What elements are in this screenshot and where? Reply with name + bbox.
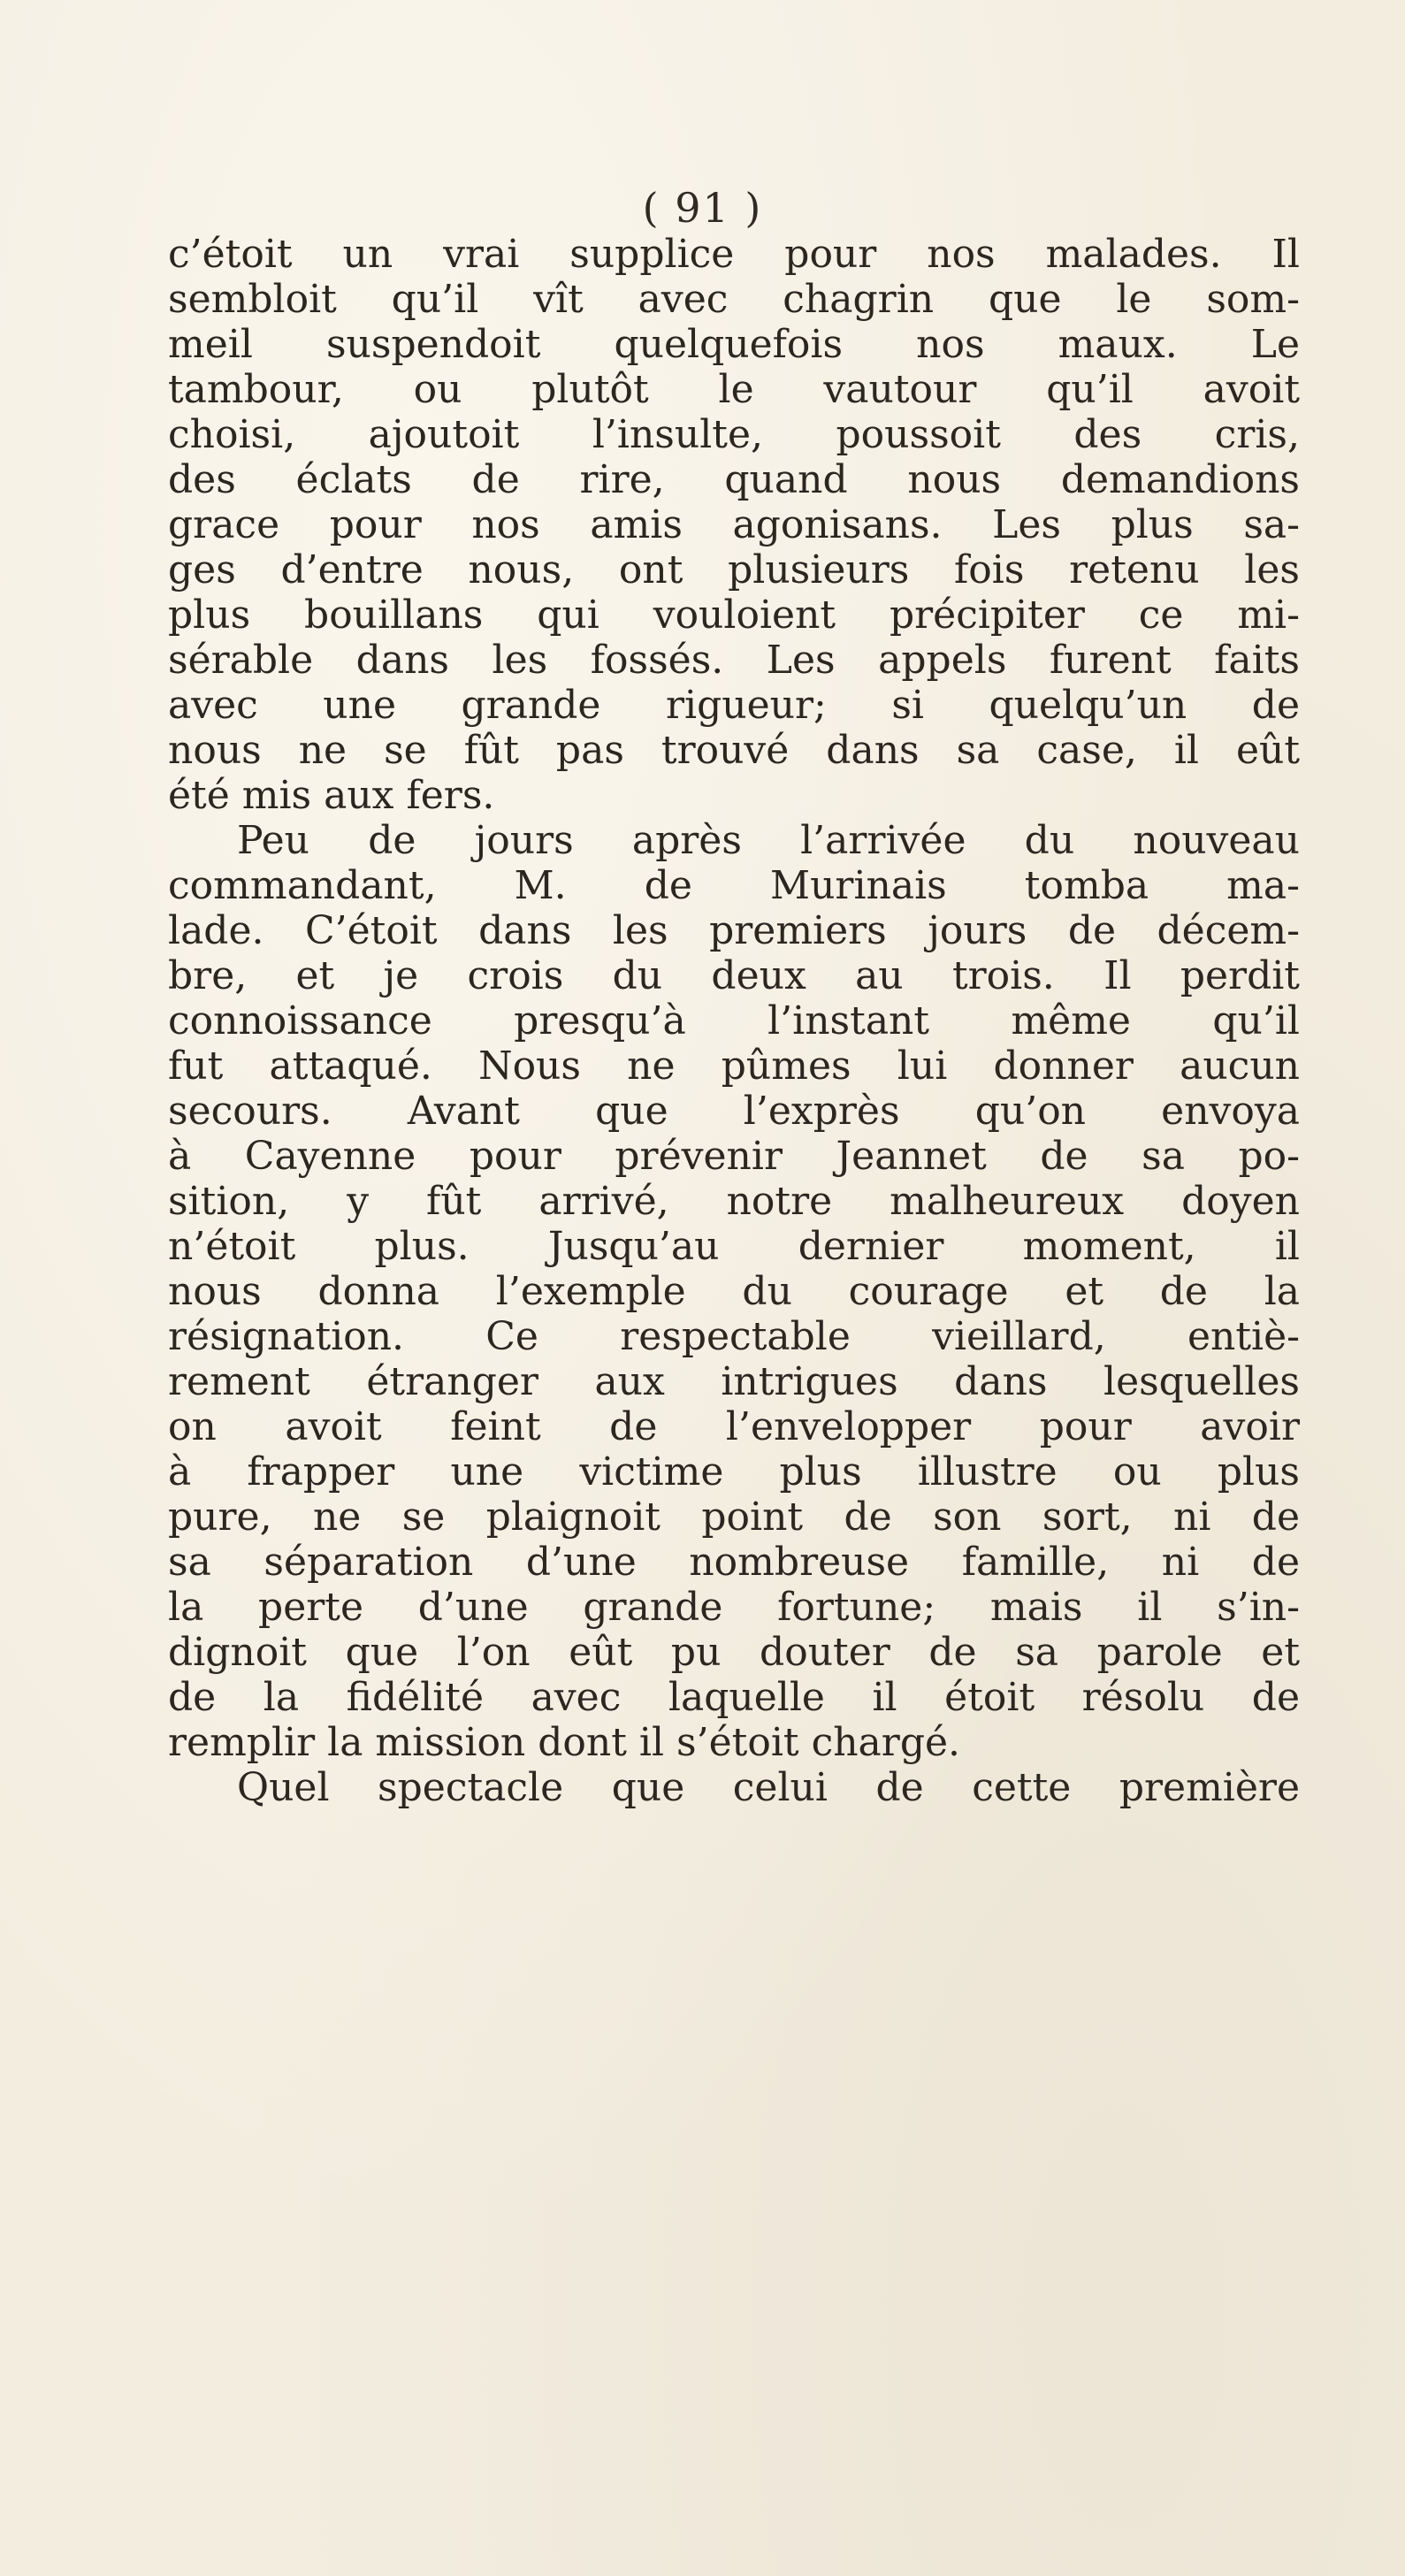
text-line: à Cayenne pour prévenir Jeannet de sa po- <box>168 1134 1300 1179</box>
text-line: grace pour nos amis agonisans. Les plus sa- <box>168 502 1300 547</box>
text-line: c’étoit un vrai supplice pour nos malades. Il <box>168 232 1300 277</box>
text-line: sembloit qu’il vît avec chagrin que le som- <box>168 277 1300 322</box>
text-line: fut attaqué. Nous ne pûmes lui donner aucun <box>168 1043 1300 1089</box>
text-line: connoissance presqu’à l’instant même qu’il <box>168 998 1300 1043</box>
text-line: de la fidélité avec laquelle il étoit résolu de <box>168 1675 1300 1720</box>
text-line: on avoit feint de l’envelopper pour avoir <box>168 1404 1300 1449</box>
text-line: meil suspendoit quelquefois nos maux. Le <box>168 322 1300 367</box>
page-number: ( 91 ) <box>642 184 763 232</box>
text-line: sa séparation d’une nombreuse famille, ni de <box>168 1540 1300 1585</box>
text-line: plus bouillans qui vouloient précipiter ce mi- <box>168 592 1300 638</box>
text-line: été mis aux fers. <box>168 773 495 818</box>
page-text <box>168 232 1300 1810</box>
text-line: des éclats de rire, quand nous demandions <box>168 457 1300 502</box>
text-line: rement étranger aux intrigues dans lesquelles <box>168 1359 1300 1404</box>
text-line: choisi, ajoutoit l’insulte, poussoit des cris, <box>168 412 1300 457</box>
text-line: tambour, ou plutôt le vautour qu’il avoit <box>168 367 1300 412</box>
text-line: n’étoit plus. Jusqu’au dernier moment, il <box>168 1224 1300 1269</box>
text-line: Quel spectacle que celui de cette première <box>237 1765 1300 1810</box>
text-line: pure, ne se plaignoit point de son sort, ni de <box>168 1494 1300 1540</box>
text-line: avec une grande rigueur; si quelqu’un de <box>168 683 1300 728</box>
text-line: bre, et je crois du deux au trois. Il perdit <box>168 953 1300 998</box>
text-line: la perte d’une grande fortune; mais il s’in- <box>168 1585 1300 1630</box>
text-line: nous ne se fût pas trouvé dans sa case, il eût <box>168 728 1300 773</box>
text-line: commandant, M. de Murinais tomba ma- <box>168 863 1300 908</box>
paragraph <box>168 232 1300 818</box>
text-line: à frapper une victime plus illustre ou plus <box>168 1449 1300 1494</box>
text-line: Peu de jours après l’arrivée du nouveau <box>237 818 1300 863</box>
text-line: dignoit que l’on eût pu douter de sa parole et <box>168 1630 1300 1675</box>
text-line: résignation. Ce respectable vieillard, entiè- <box>168 1314 1300 1359</box>
paragraph <box>168 1765 1300 1810</box>
text-line: sérable dans les fossés. Les appels furent faits <box>168 638 1300 683</box>
text-line: sition, y fût arrivé, notre malheureux doyen <box>168 1179 1300 1224</box>
text-line: remplir la mission dont il s’étoit chargé. <box>168 1720 961 1765</box>
text-line: nous donna l’exemple du courage et de la <box>168 1269 1300 1314</box>
text-line: secours. Avant que l’exprès qu’on envoya <box>168 1089 1300 1134</box>
paragraph <box>168 818 1300 1765</box>
text-line: ges d’entre nous, ont plusieurs fois retenu les <box>168 547 1300 592</box>
text-line: lade. C’étoit dans les premiers jours de décem- <box>168 908 1300 953</box>
